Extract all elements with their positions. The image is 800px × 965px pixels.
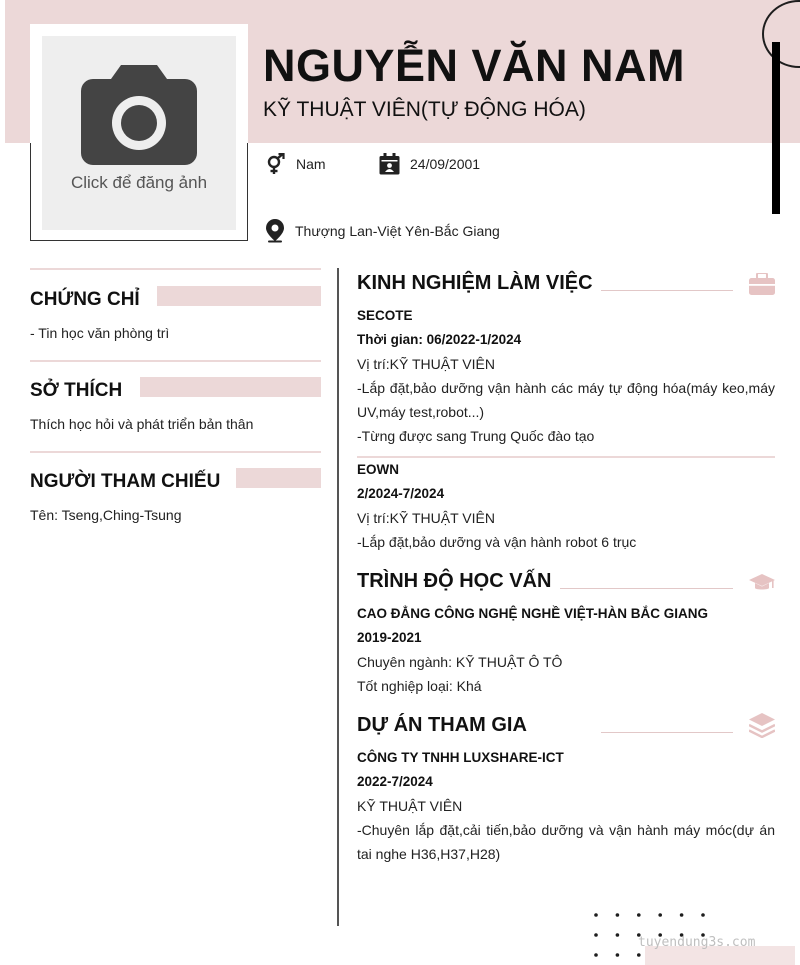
address-value: Thượng Lan-Việt Yên-Bắc Giang: [295, 223, 500, 239]
job-description: -Lắp đặt,bảo dưỡng vận hành các máy tự động hóa(máy keo,máy UV,máy test,robot...): [357, 380, 775, 420]
birthdate-info: [379, 153, 480, 175]
education-period: 2019-2021: [357, 630, 422, 645]
column-divider: [337, 268, 339, 926]
decor-dot: [616, 953, 620, 957]
education-major: Chuyên ngành: KỸ THUẬT Ô TÔ: [357, 654, 563, 670]
education-grade: Tốt nghiệp loại: Khá: [357, 678, 482, 694]
decor-dot: [637, 913, 641, 917]
heading-accent-bar: [140, 377, 321, 397]
gender-icon: [264, 153, 286, 175]
project-company: CÔNG TY TNHH LUXSHARE-ICT: [357, 750, 564, 765]
gender-value: Nam: [296, 156, 326, 172]
gender-info: [264, 153, 326, 175]
certificates-text: - Tin học văn phòng trì: [30, 325, 170, 341]
heading-rule: [601, 732, 733, 733]
birthdate-value: 24/09/2001: [410, 156, 481, 172]
education-heading: TRÌNH ĐỘ HỌC VẤN: [357, 570, 552, 592]
decor-dot: [594, 953, 598, 957]
briefcase-icon: [749, 273, 775, 295]
sidebar-divider: [30, 268, 321, 270]
heading-rule: [560, 588, 733, 589]
location-pin-icon: [265, 219, 285, 243]
decor-dot: [616, 913, 620, 917]
job-period: 2/2024-7/2024: [357, 486, 445, 501]
decor-dot: [701, 913, 705, 917]
calendar-icon: [379, 153, 400, 175]
hobbies-text: Thích học hỏi và phát triển bản thân: [30, 416, 254, 432]
projects-heading: DỰ ÁN THAM GIA: [357, 714, 527, 736]
project-period: 2022-7/2024: [357, 774, 433, 789]
decor-dot: [616, 933, 620, 937]
address-info: [265, 219, 500, 243]
candidate-name: NGUYỄN VĂN NAM: [263, 40, 686, 91]
sidebar-divider: [30, 360, 321, 362]
decor-dot: [637, 953, 641, 957]
sidebar-divider: [30, 451, 321, 453]
hobbies-heading: SỞ THÍCH: [30, 380, 123, 401]
references-heading: NGƯỜI THAM CHIẾU: [30, 471, 221, 492]
decor-dot: [594, 913, 598, 917]
job-company: EOWN: [357, 462, 399, 477]
watermark: tuyendung3s.com: [638, 935, 756, 950]
right-accent-bar: [772, 42, 780, 214]
education-school: CAO ĐẲNG CÔNG NGHỆ NGHỀ VIỆT-HÀN BẮC GIANG: [357, 606, 709, 621]
decor-dot: [680, 913, 684, 917]
job-separator: [357, 456, 775, 458]
job-position: Vị trí:KỸ THUẬT VIÊN: [357, 356, 495, 372]
heading-accent-bar: [157, 286, 321, 306]
graduation-cap-icon: [749, 573, 775, 593]
candidate-title: KỸ THUẬT VIÊN(TỰ ĐỘNG HÓA): [263, 98, 586, 121]
experience-heading: KINH NGHIỆM LÀM VIỆC: [357, 272, 593, 294]
job-description: -Từng được sang Trung Quốc đào tạo: [357, 428, 595, 444]
references-text: Tên: Tseng,Ching-Tsung: [30, 507, 182, 523]
photo-upload-button[interactable]: [42, 36, 236, 230]
job-period: Thời gian: 06/2022-1/2024: [357, 332, 522, 347]
project-role: KỸ THUẬT VIÊN: [357, 798, 463, 814]
heading-rule: [601, 290, 733, 291]
decor-dot: [594, 933, 598, 937]
job-company: SECOTE: [357, 308, 413, 323]
layers-icon: [749, 713, 775, 738]
job-description: -Lắp đặt,bảo dưỡng và vận hành robot 6 trục: [357, 534, 637, 550]
heading-accent-bar: [236, 468, 321, 488]
photo-upload-label: Click để đăng ảnh: [70, 173, 208, 192]
certificates-heading: CHỨNG CHỈ: [30, 289, 140, 310]
camera-icon: [81, 65, 197, 165]
job-position: Vị trí:KỸ THUẬT VIÊN: [357, 510, 495, 526]
decor-dot: [658, 913, 662, 917]
project-description: -Chuyên lắp đặt,cải tiến,bảo dưỡng và vận hành máy móc(dự án tai nghe H36,H37,H28): [357, 822, 775, 862]
